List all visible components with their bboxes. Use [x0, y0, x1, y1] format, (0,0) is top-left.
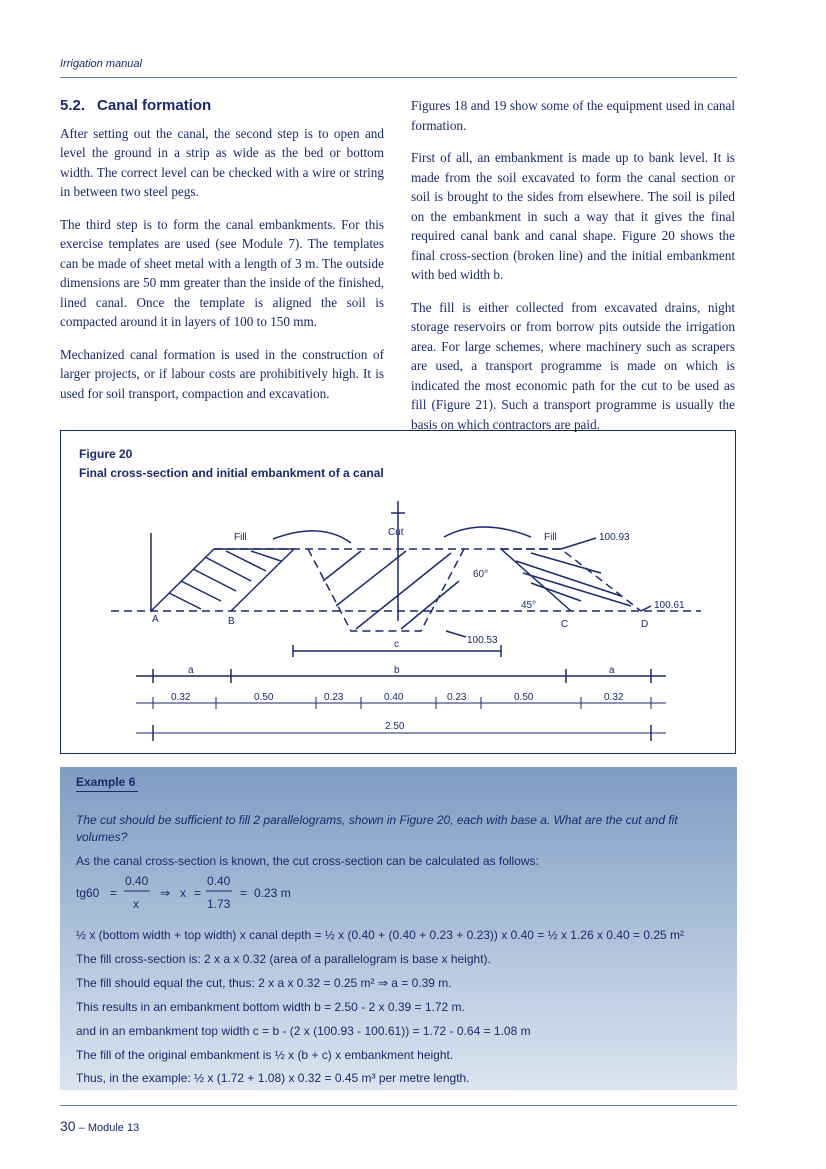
- dim-label: 0.23: [324, 692, 344, 703]
- eq-x: x: [180, 886, 186, 900]
- figure-caption: Final cross-section and initial embankment of a canal: [79, 466, 384, 480]
- paragraph: After setting out the canal, the second step is to open and level the ground in a strip as wide as the bed or bottom width. The correct level can be checked with a wire or string in between two steel pegs.: [60, 125, 384, 199]
- label-level-bed: 100.61: [654, 600, 685, 611]
- example-intro: As the canal cross-section is known, the cut cross-section can be calculated as follows:: [76, 854, 539, 868]
- example-line: The fill cross-section is: 2 x a x 0.32 (area of a parallelogram is base x height).: [76, 952, 491, 966]
- running-header: Irrigation manual: [60, 58, 142, 70]
- example-line: ½ x (bottom width + top width) x canal depth = ½ x (0.40 + (0.40 + 0.23 + 0.23)) x 0.40 = ½ x 1.26 x 0.40 = 0.25 m²: [76, 928, 685, 942]
- label-c: c: [394, 639, 399, 650]
- paragraph: First of all, an embankment is made up to bank level. It is made from the soil excavated to form the canal section or soil is brought to the sides from elsewhere. The soil is piled on the embankment in such a way that it gives the final required canal bank and canal shape. Figure 20 shows the final cross-section (broken line) and the initial embankment with bed width b.: [411, 150, 735, 282]
- equation-tg60: [74, 871, 394, 917]
- example-box: [60, 767, 737, 1090]
- eq-n2: 0.40: [207, 874, 231, 888]
- module-label: – Module 13: [78, 1122, 140, 1134]
- eq-d2: 1.73: [207, 897, 231, 911]
- page-number: 30: [60, 1118, 76, 1134]
- svg-text:=: =: [110, 886, 118, 900]
- dim-label: 0.40: [384, 692, 404, 703]
- example-line: The fill should equal the cut, thus: 2 x a x 0.32 = 0.25 m² ⇒ a = 0.39 m.: [76, 976, 452, 990]
- example-title: Example 6: [76, 775, 136, 789]
- label-angle-45: 45°: [521, 600, 537, 611]
- label-fill-right: Fill: [544, 532, 557, 543]
- label-B: B: [228, 616, 235, 627]
- label-total: 2.50: [385, 721, 405, 732]
- eq-result: 0.23 m: [254, 886, 291, 900]
- example-question: The cut should be sufficient to fill 2 parallelograms, shown in Figure 20, each with base a. What are the cut and fit volumes?: [76, 813, 678, 844]
- label-cut: Cut: [388, 527, 404, 538]
- arrow-left: [273, 531, 351, 543]
- label-A: A: [152, 614, 159, 625]
- label-b: b: [394, 665, 400, 676]
- paragraph: The fill is either collected from excavated drains, night storage reservoirs or from borrow pits outside the irrigation area. For large schemes, where machinery such as scrapers are used, a transport programme is made on which is indicated the most economic path for the cut to be used as fill (Figure 21). Such a transport programme is usually the basis on which contractors are paid.: [411, 299, 735, 432]
- dim-label: 0.32: [604, 692, 624, 703]
- cross-section-diagram: [61, 431, 735, 753]
- section-number: 5.2.: [60, 97, 86, 114]
- figure-20: [60, 430, 736, 754]
- eq-d1: x: [133, 897, 139, 911]
- label-angle-60: 60°: [473, 569, 489, 580]
- svg-text:=: =: [240, 886, 248, 900]
- figure-label: Figure 20: [79, 447, 133, 461]
- footer-rule: [60, 1105, 737, 1106]
- label-a-left: a: [188, 665, 194, 676]
- arrow-right: [444, 527, 531, 537]
- label-C: C: [561, 619, 569, 630]
- section-title: Canal formation: [97, 97, 212, 114]
- dim-label: 0.32: [171, 692, 191, 703]
- example-title-underline: [76, 791, 138, 792]
- example-line: and in an embankment top width c = b - (2 x (100.93 - 100.61)) = 1.72 - 0.64 = 1.08 m: [76, 1024, 531, 1038]
- header-rule: [60, 77, 737, 78]
- label-a-right: a: [609, 665, 615, 676]
- paragraph: The third step is to form the canal embankments. For this exercise templates are used (see Module 7). The templates can be made of sheet metal with a length of 3 m. The outside dimensions are 50 mm greater than the inside of the finished, lined canal. Once the template is aligned the soil is compacted around it in layers of 100 to 150 mm.: [60, 216, 384, 329]
- label-fill-left: Fill: [234, 532, 247, 543]
- footer: [60, 1118, 139, 1134]
- section-heading: [60, 96, 384, 116]
- example-line: Thus, in the example: ½ x (1.72 + 1.08) x 0.32 = 0.45 m³ per metre length.: [76, 1071, 470, 1085]
- dim-label: 0.50: [254, 692, 274, 703]
- eq-arrow: ⇒: [160, 886, 171, 900]
- paragraph: Mechanized canal formation is used in the construction of larger projects, or if labour costs are prohibitively high. It is used for soil transport, compaction and excavation.: [60, 346, 384, 401]
- paragraph: Figures 18 and 19 show some of the equipment used in canal formation.: [411, 98, 735, 133]
- label-D: D: [641, 619, 649, 630]
- right-column: [411, 96, 735, 447]
- eq-n1: 0.40: [125, 874, 149, 888]
- label-level-cut: 100.53: [467, 635, 498, 646]
- eq-lhs: tg60: [76, 886, 100, 900]
- dim-label: 0.50: [514, 692, 534, 703]
- label-level-top: 100.93: [599, 532, 630, 543]
- example-line: This results in an embankment bottom width b = 2.50 - 2 x 0.39 = 1.72 m.: [76, 1000, 465, 1014]
- svg-text:=: =: [194, 886, 202, 900]
- left-column: [60, 96, 384, 416]
- example-line: The fill of the original embankment is ½ x (b + c) x embankment height.: [76, 1048, 454, 1062]
- dim-label: 0.23: [447, 692, 467, 703]
